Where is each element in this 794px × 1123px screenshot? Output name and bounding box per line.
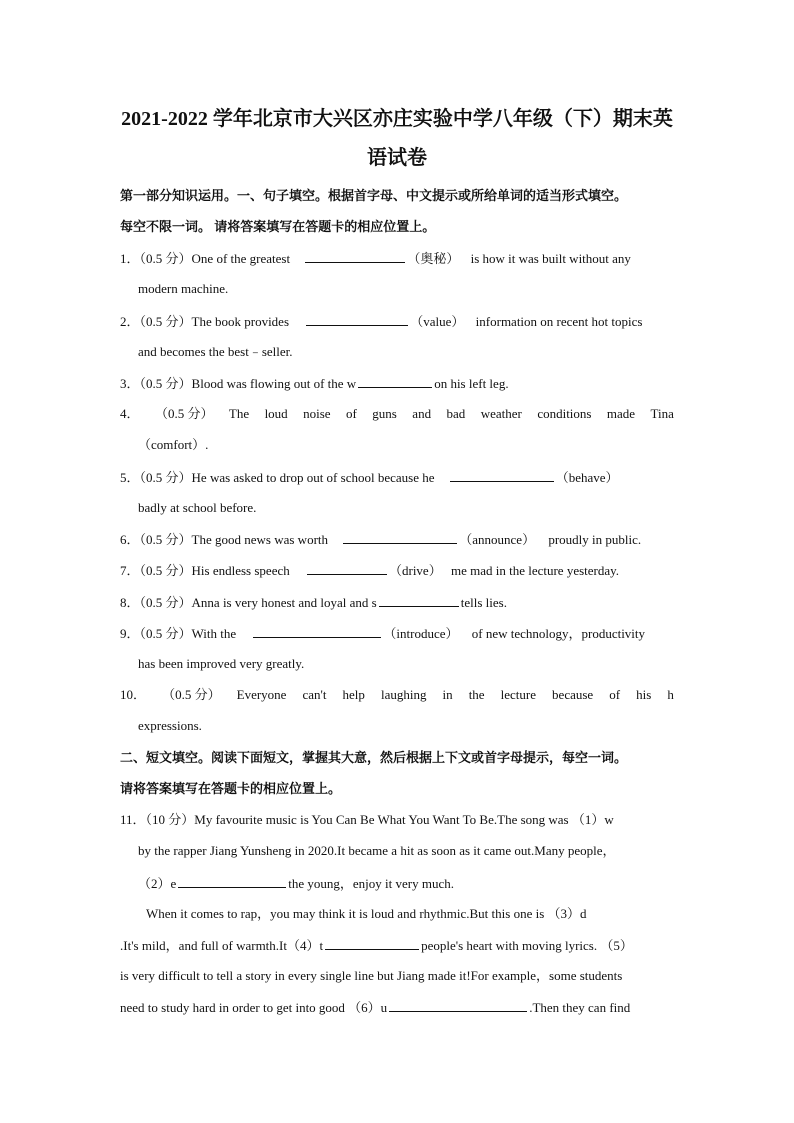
answer-blank[interactable] [389,999,527,1012]
question-text: information on recent hot topics [475,314,643,329]
question-number: 2． [120,314,140,329]
question-text: is how it was built without any [470,251,631,266]
question-7 [120,562,674,579]
answer-blank[interactable] [307,562,387,575]
question-hint: （value） [410,314,465,329]
section-1-instructions: 第一部分知识运用。一、句子填空。根据首字母、中文提示或所给单词的适当形式填空。 [120,188,628,203]
question-number: 5． [120,470,140,485]
answer-blank[interactable] [178,875,286,888]
question-number: 7． [120,563,140,578]
question-score: （0.5 分） [139,314,192,329]
question-word: made [606,406,636,421]
question-score: （0.5 分） [139,470,192,485]
answer-blank[interactable] [305,250,405,263]
question-number: 6． [120,532,140,547]
section-1-instructions-2: 每空不限一词。 请将答案填写在答题卡的相应位置上。 [120,219,436,234]
question-9 [120,625,674,642]
passage-text: .Then they can find [529,1000,631,1015]
question-hint: （behave） [555,470,619,485]
question-10 [120,687,674,703]
section-2-instructions-2: 请将答案填写在答题卡的相应位置上。 [120,781,342,796]
question-word: weather [480,406,522,421]
question-9-continued: has been improved very greatly. [138,656,305,671]
question-hint: （drive） [388,563,442,578]
question-word: can't [302,687,327,702]
question-word: the [468,687,485,702]
answer-blank[interactable] [358,375,432,388]
question-text: He was asked to drop out of school because he [191,470,435,485]
passage-text: the young，enjoy it very much. [288,876,454,891]
question-score: （0.5 分） [139,563,192,578]
question-number: 9． [120,626,140,641]
page-title-line-1: 2021-2022 学年北京市大兴区亦庄实验中学八年级（下）期末英 [121,108,673,130]
question-score: （10 分） [145,812,195,827]
question-text: me mad in the lecture yesterday. [450,563,620,578]
question-1 [120,250,674,267]
question-word: and [412,406,432,421]
answer-blank[interactable] [325,937,419,950]
question-score: （0.5 分） [139,626,192,641]
question-text: Anna is very honest and loyal and s [191,595,377,610]
question-text: The good news was worth [191,532,329,547]
question-text: proudly in public. [548,532,642,547]
page-title-line-2: 语试卷 [367,147,427,169]
question-number: 10． [120,687,147,702]
question-word: in [442,687,453,702]
passage-line [120,999,674,1016]
question-hint: （introduce） [383,626,459,641]
question-hint: （announce） [459,532,536,547]
question-text: His endless speech [191,563,290,578]
passage-line [138,875,674,892]
question-text: Blood was flowing out of the w [191,376,357,391]
question-text: of new technology，productivity [471,626,646,641]
passage-line: is very difficult to tell a story in every single line but Jiang made it!For example，some students [120,968,623,983]
section-2-instructions: 二、短文填空。阅读下面短文，掌握其大意，然后根据上下文或首字母提示，每空一词。 [120,750,628,765]
question-word: noise [303,406,331,421]
question-word: loud [264,406,288,421]
question-number: 4． [120,406,140,421]
question-word: guns [372,406,397,421]
question-4 [120,406,674,422]
passage-line [120,937,674,954]
question-5-continued: badly at school before. [138,500,257,515]
question-2 [120,313,674,330]
question-hint: （奥秘） [407,251,460,266]
question-number: 8． [120,595,140,610]
question-6 [120,531,674,548]
question-score: （0.5 分） [139,376,192,391]
passage-text: need to study hard in order to get into good （6）u [120,1000,388,1015]
passage-line: by the rapper Jiang Yunsheng in 2020.It became a hit as soon as it came out.Many people， [138,843,616,858]
question-number: 1． [120,251,140,266]
question-word: laughing [380,687,427,702]
question-word: conditions [537,406,592,421]
question-score: （0.5 分） [154,406,214,421]
question-score: （0.5 分） [139,595,192,610]
passage-text: .It's mild，and full of warmth.It（4）t [120,938,324,953]
question-word: Everyone [236,687,287,702]
question-2-continued: and becomes the best﹣seller. [138,344,293,359]
question-word: lecture [500,687,536,702]
passage-text: My favourite music is You Can Be What You Want To Be.The song was （1）w [194,812,614,827]
passage-text: people's heart with moving lyrics. （5） [421,938,633,953]
answer-blank[interactable] [306,313,408,326]
question-word: help [342,687,365,702]
question-3 [120,375,674,392]
question-word: Tina [650,406,674,421]
question-text: The book provides [191,314,290,329]
question-word: h [667,687,674,702]
question-11 [120,812,674,828]
question-score: （0.5 分） [162,687,221,702]
question-number: 3． [120,376,140,391]
question-word: of [609,687,621,702]
question-1-continued: modern machine. [138,281,229,296]
question-word: his [636,687,652,702]
question-word: bad [446,406,466,421]
answer-blank[interactable] [253,625,381,638]
question-4-continued: （comfort）. [138,437,209,452]
passage-text: （2）e [138,876,177,891]
question-5 [120,469,674,486]
answer-blank[interactable] [379,594,459,607]
question-text: One of the greatest [191,251,291,266]
question-word: The [228,406,250,421]
question-text: tells lies. [460,595,507,610]
question-score: （0.5 分） [139,251,192,266]
question-text: With the [191,626,237,641]
passage-line: When it comes to rap，you may think it is loud and rhythmic.But this one is （3）d [146,906,587,921]
answer-blank[interactable] [450,469,554,482]
question-text: on his left leg. [434,376,509,391]
question-8 [120,594,674,611]
answer-blank[interactable] [343,531,457,544]
question-word: because [552,687,594,702]
question-word: of [346,406,357,421]
question-number: 11． [120,812,146,827]
question-score: （0.5 分） [139,532,192,547]
question-10-continued: expressions. [138,718,202,733]
